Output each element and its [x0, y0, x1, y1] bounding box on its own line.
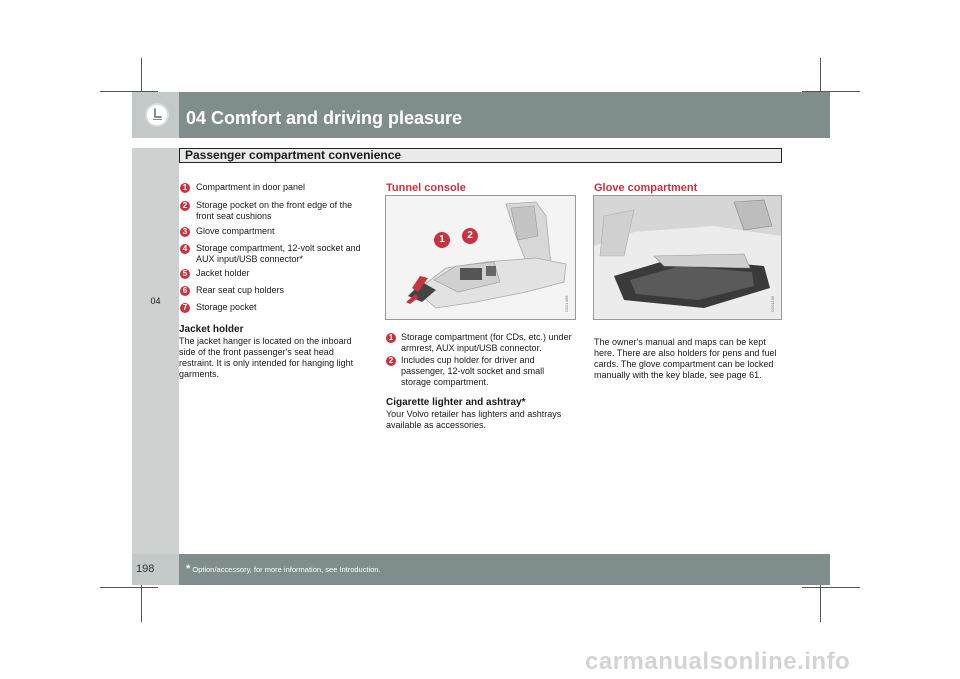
- glove-heading: Glove compartment: [594, 182, 698, 194]
- list-item: Storage pocket on the front edge of the front seat cushions: [196, 200, 353, 221]
- list-number: 7: [180, 303, 190, 313]
- footer-note-text: Option/accessory, for more information, see Introduction.: [192, 565, 381, 574]
- chapter-title: 04 Comfort and driving pleasure: [186, 108, 463, 128]
- cigarette-heading: Cigarette lighter and ashtray*: [386, 397, 526, 408]
- list-item: Jacket holder: [196, 268, 250, 278]
- footer-star: *: [186, 563, 191, 575]
- jacket-body: The jacket hanger is located on the inboard side of the front passenger's seat head restraint. It is only intended for hanging light garments.: [179, 336, 354, 379]
- list-item: Includes cup holder for driver and passenger, 12-volt socket and small storage compartment.: [401, 355, 545, 387]
- list-number: 5: [180, 269, 190, 279]
- crop-mark: [802, 587, 860, 588]
- tunnel-console-image: [385, 195, 576, 320]
- callout-marker: 2: [462, 228, 478, 244]
- list-number: 2: [386, 356, 396, 366]
- list-number: 3: [180, 227, 190, 237]
- glove-compartment-image: [593, 195, 782, 320]
- footer-note: [186, 563, 381, 575]
- seat-icon: [145, 103, 169, 127]
- list-number: 1: [386, 333, 396, 343]
- list-item: Storage compartment (for CDs, etc.) under armrest, AUX input/USB connector.: [401, 332, 572, 353]
- list-item: Storage compartment, 12-volt socket and AUX input/USB connector*: [196, 243, 361, 264]
- jacket-heading: Jacket holder: [179, 324, 244, 335]
- cigarette-body: Your Volvo retailer has lighters and ashtrays available as accessories.: [386, 409, 562, 430]
- list-item: Storage pocket: [196, 302, 257, 312]
- list-number: 6: [180, 286, 190, 296]
- side-chapter-label: 04: [150, 296, 161, 306]
- glove-body: The owner's manual and maps can be kept here. There are also holders for pens and fuel cards. The glove compartment can be locked manually with the key blade, see page 61.: [594, 337, 777, 380]
- section-title: Passenger compartment convenience: [185, 148, 402, 162]
- watermark: carmanualsonline.info: [585, 648, 851, 675]
- page-number: 198: [136, 563, 155, 575]
- list-item: Compartment in door panel: [196, 182, 306, 192]
- list-number: 1: [180, 183, 190, 193]
- list-number: 4: [180, 244, 190, 254]
- image-code: G021458: [564, 295, 569, 312]
- list-number: 2: [180, 201, 190, 211]
- side-column: [132, 148, 179, 554]
- image-code: G021106: [770, 295, 775, 312]
- list-item: Glove compartment: [196, 226, 275, 236]
- tunnel-heading: Tunnel console: [386, 182, 466, 194]
- list-item: Rear seat cup holders: [196, 285, 285, 295]
- callout-marker: 1: [434, 232, 450, 248]
- crop-mark: [100, 587, 158, 588]
